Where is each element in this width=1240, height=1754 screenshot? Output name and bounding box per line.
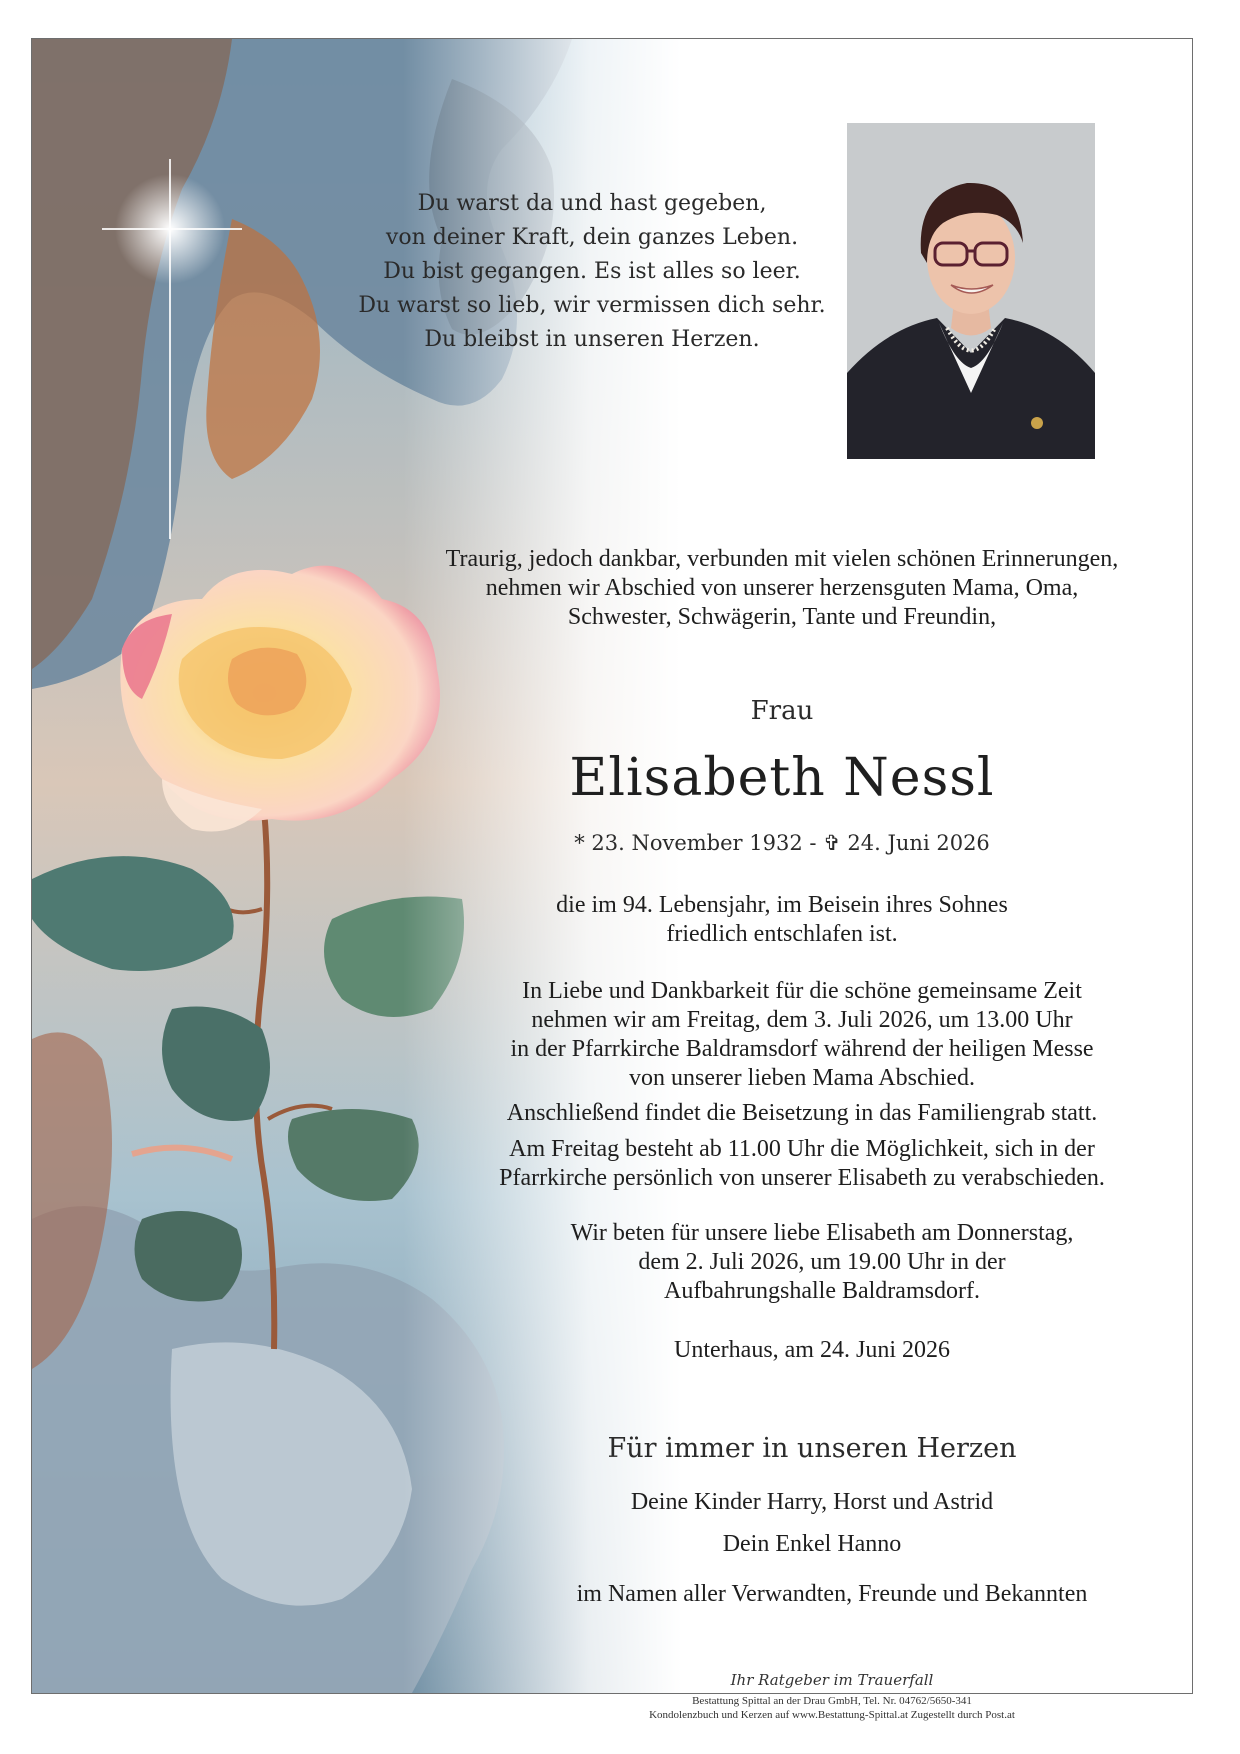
farewell-line: Am Freitag besteht ab 11.00 Uhr die Möglichkeit, sich in der — [509, 1136, 1095, 1162]
farewell-line: Pfarrkirche persönlich von unserer Elisabeth zu verabschieden. — [499, 1165, 1105, 1191]
service-line: nehmen wir am Freitag, dem 3. Juli 2026, um 13.00 Uhr — [531, 1007, 1073, 1033]
prayer-line: Wir beten für unsere liebe Elisabeth am Donnerstag, — [570, 1220, 1074, 1246]
footer-condolence-link[interactable]: Kondolenzbuch und Kerzen auf www.Bestattung-Spittal.at Zugestellt durch Post.at — [649, 1709, 1015, 1721]
service-line: von unserer lieben Mama Abschied. — [629, 1065, 975, 1091]
forever-line: Für immer in unseren Herzen — [607, 1433, 1017, 1464]
passing-line: die im 94. Lebensjahr, im Beisein ihres Sohnes — [556, 892, 1008, 918]
deceased-name: Elisabeth Nessl — [569, 748, 995, 808]
salutation: Frau — [750, 696, 814, 726]
mourners-children: Deine Kinder Harry, Horst und Astrid — [630, 1489, 994, 1515]
place-date: Unterhaus, am 24. Juni 2026 — [674, 1337, 950, 1363]
burial-text: Anschließend findet die Beisetzung in das Familiengrab statt. — [506, 1100, 1098, 1126]
funeral-service-text — [432, 977, 1172, 1093]
poem-line: Du bist gegangen. Es ist alles so leer. — [383, 259, 801, 284]
service-line: In Liebe und Dankbarkeit für die schöne gemeinsame Zeit — [522, 978, 1082, 1004]
intro-line: Schwester, Schwägerin, Tante und Freundin, — [567, 604, 997, 630]
poem — [282, 187, 902, 357]
farewell-text — [432, 1135, 1172, 1193]
obituary-card — [31, 38, 1193, 1721]
prayer-line: Aufbahrungshalle Baldramsdorf. — [664, 1278, 980, 1304]
life-dates: * 23. November 1932 - ✞ 24. Juni 2026 — [574, 831, 990, 855]
passing-text — [472, 891, 1092, 949]
intro-line: Traurig, jedoch dankbar, verbunden mit vielen schönen Erinnerungen, — [445, 546, 1119, 572]
poem-line: Du bleibst in unseren Herzen. — [424, 327, 760, 352]
service-line: in der Pfarrkirche Baldramsdorf während der heiligen Messe — [510, 1036, 1094, 1062]
intro-text — [392, 545, 1172, 632]
footer-company: Bestattung Spittal an der Drau GmbH, Tel. Nr. 04762/5650-341 — [692, 1695, 972, 1707]
footer-tagline: Ihr Ratgeber im Trauerfall — [730, 1671, 934, 1689]
mourners-relatives: im Namen aller Verwandten, Freunde und Bekannten — [576, 1581, 1088, 1607]
prayer-line: dem 2. Juli 2026, um 19.00 Uhr in der — [638, 1249, 1006, 1275]
poem-line: Du warst da und hast gegeben, — [417, 191, 767, 216]
prayer-text — [472, 1219, 1172, 1306]
mourners-grandchild: Dein Enkel Hanno — [722, 1531, 902, 1557]
portrait-photo — [847, 123, 1095, 459]
poem-line: von deiner Kraft, dein ganzes Leben. — [385, 225, 799, 250]
passing-line: friedlich entschlafen ist. — [666, 921, 898, 947]
intro-line: nehmen wir Abschied von unserer herzensguten Mama, Oma, — [485, 575, 1079, 601]
poem-line: Du warst so lieb, wir vermissen dich sehr. — [358, 293, 826, 318]
